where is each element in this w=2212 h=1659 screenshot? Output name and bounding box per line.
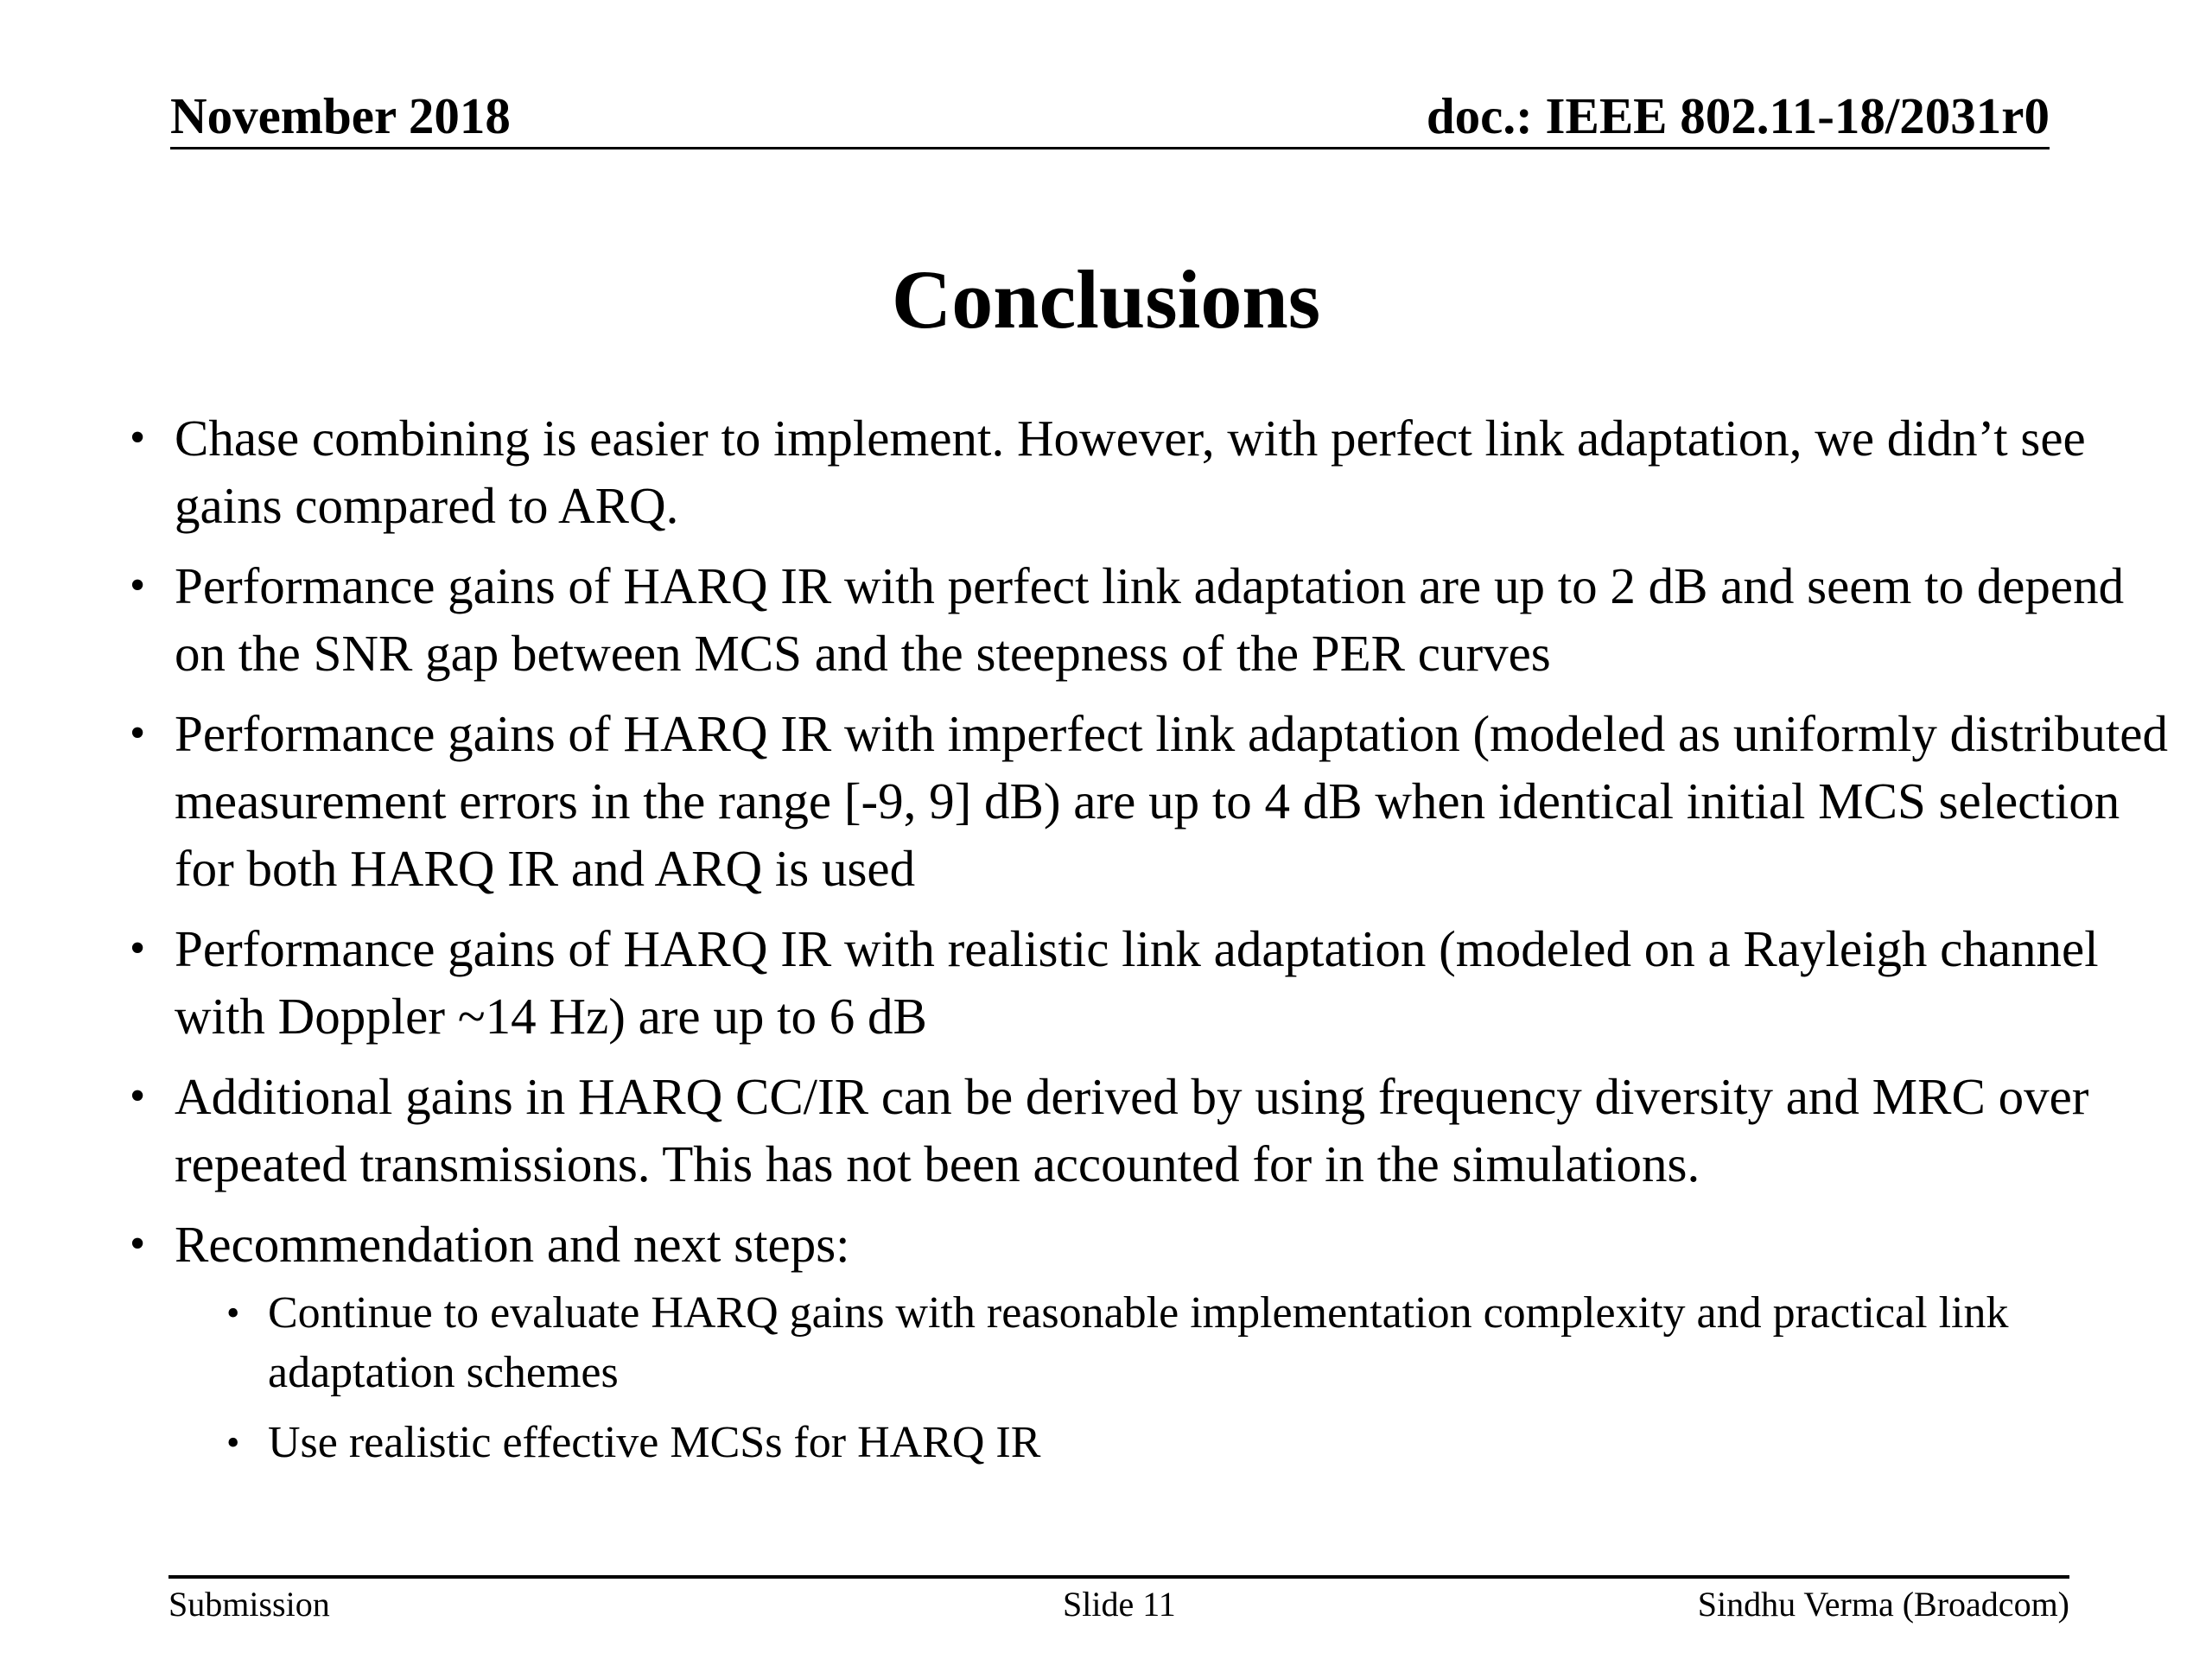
- sub-bullet-item: [226, 1283, 2169, 1402]
- bullet-text: Performance gains of HARQ IR with imperfect link adaptation (modeled as uniformly distributed measurement errors in the range [-9, 9] dB) are up to 4 dB when identical initial MCS selection for both HARQ IR and ARQ is used: [175, 705, 2168, 897]
- sub-bullet-dot-icon: •: [226, 1292, 240, 1334]
- sub-bullet-list: [175, 1283, 2169, 1472]
- bullet-dot-icon: •: [130, 924, 146, 973]
- sub-bullet-item: [226, 1413, 2169, 1472]
- bullet-dot-icon: •: [130, 413, 146, 462]
- bullet-text: Performance gains of HARQ IR with perfect link adaptation are up to 2 dB and seem to depend on the SNR gap between MCS and the steepness of the PER curves: [175, 557, 2125, 682]
- bullet-item: [130, 1211, 2169, 1472]
- bullet-dot-icon: •: [130, 709, 146, 758]
- bullet-item: [130, 404, 2169, 539]
- footer-submission: Submission: [168, 1585, 330, 1624]
- header-doc-id: doc.: IEEE 802.11-18/2031r0: [1426, 87, 2050, 144]
- footer-author: Sindhu Verma (Broadcom): [1697, 1585, 2069, 1624]
- bullet-dot-icon: •: [130, 561, 146, 610]
- bullet-item: [130, 915, 2169, 1050]
- sub-bullet-text: Continue to evaluate HARQ gains with reasonable implementation complexity and practical link adaptation schemes: [268, 1288, 2009, 1397]
- header-date: November 2018: [170, 87, 511, 144]
- bullet-text: Recommendation and next steps:: [175, 1216, 850, 1273]
- slide-footer: [168, 1575, 2069, 1624]
- bullet-dot-icon: •: [130, 1071, 146, 1121]
- sub-bullet-text: Use realistic effective MCSs for HARQ IR: [268, 1418, 1041, 1467]
- bullet-item: [130, 1063, 2169, 1198]
- bullet-item: [130, 552, 2169, 687]
- bullet-item: [130, 700, 2169, 902]
- footer-slide-number: Slide 11: [1063, 1585, 1176, 1624]
- bullet-list: [130, 404, 2169, 1485]
- sub-bullet-dot-icon: •: [226, 1421, 240, 1464]
- bullet-text: Performance gains of HARQ IR with realistic link adaptation (modeled on a Rayleigh channel with Doppler ~14 Hz) are up to 6 dB: [175, 920, 2099, 1045]
- bullet-text: Chase combining is easier to implement. However, with perfect link adaptation, we didn’t see gains compared to ARQ.: [175, 410, 2086, 534]
- bullet-text: Additional gains in HARQ CC/IR can be derived by using frequency diversity and MRC over repeated transmissions. This has not been accounted for in the simulations.: [175, 1068, 2089, 1192]
- slide-title: Conclusions: [891, 253, 1321, 346]
- slide-header: [170, 86, 2050, 149]
- bullet-dot-icon: •: [130, 1219, 146, 1268]
